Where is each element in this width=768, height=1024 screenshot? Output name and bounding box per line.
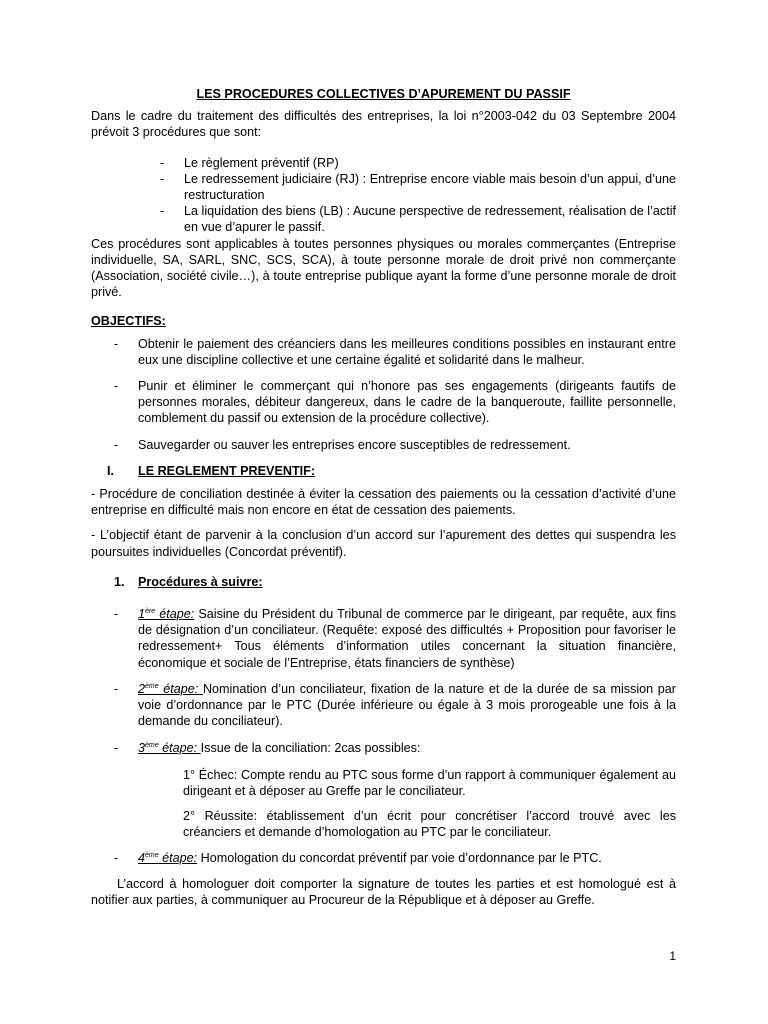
- dash-bullet: -: [114, 740, 119, 755]
- case-paragraph: 2° Réussite: établissement d’un écrit pour concrétiser l’accord trouvé avec les créanciers et demande d’homologation au PTC par le conciliateur.: [183, 809, 676, 840]
- section-heading: [91, 463, 676, 479]
- list-item: [91, 336, 676, 368]
- subsection-title: Procédures à suivre:: [138, 574, 263, 589]
- page-number: 1: [669, 949, 676, 963]
- applicability-paragraph: Ces procédures sont applicables à toutes personnes physiques ou morales commerçantes (Entreprise individuelle, SA, SARL, SNC, SCS, SCA), à toute personne morale de droit privé non commerçante (Association, société civile…), à toute entreprise publique ayant la forme d’une personne morale de droit privé.: [91, 236, 676, 300]
- list-item-text: Le redressement judiciaire (RJ) : Entreprise encore viable mais besoin d’un appui, d’une restructuration: [184, 171, 676, 203]
- list-item-text: Punir et éliminer le commerçant qui n’honore pas ses engagements (dirigeants fautifs de personnes morales, débiteur dangereux, dans le cadre de la banqueroute, faillite personnelle, comblement du passif ou extension de la procédure collective).: [138, 379, 676, 426]
- objectives-heading: OBJECTIFS:: [91, 314, 166, 329]
- list-item: [91, 378, 676, 427]
- step-item: [91, 681, 676, 730]
- steps-list: [91, 606, 676, 756]
- step-label: 4ème étape:: [138, 850, 198, 865]
- dash-bullet: -: [160, 155, 165, 170]
- step-label: 1ère étape:: [138, 607, 195, 622]
- list-item: [91, 437, 676, 453]
- list-item-text: La liquidation des biens (LB) : Aucune perspective de redressement, réalisation de l’actif en vue d’apurer le passif.: [184, 204, 676, 235]
- dash-bullet: -: [114, 850, 119, 865]
- step-item: [91, 850, 676, 866]
- dash-bullet: -: [160, 204, 165, 219]
- closing-paragraph: L’accord à homologuer doit comporter la signature de toutes les parties et est homologué est à notifier aux parties, à communiquer au Procureur de la République et à déposer au Greffe.: [91, 876, 676, 907]
- step-label: 2ème étape:: [138, 681, 203, 696]
- subsection-heading: [91, 574, 676, 590]
- steps-list: [91, 850, 676, 866]
- dash-bullet: -: [114, 607, 119, 622]
- step-text: Issue de la conciliation: 2cas possibles:: [200, 740, 421, 755]
- list-item: [91, 155, 676, 171]
- list-item-text: Obtenir le paiement des créanciers dans les meilleures conditions possibles en instaurant entre eux une discipline collective et une certaine égalité et solidarité dans le malheur.: [138, 336, 676, 367]
- step-label: 3ème étape:: [138, 740, 201, 755]
- list-item-text: Sauvegarder ou sauver les entreprises encore susceptibles de redressement.: [138, 437, 571, 452]
- step-item: [91, 740, 676, 756]
- step-text: Saisine du Président du Tribunal de commerce par le dirigeant, par requête, aux fins de désignation d’un conciliateur. (Requête: exposé des difficultés + Proposition pour favoriser le redressement+ Tous éléments d’information utiles concernant la situation financière, économique et sociale de l’Entreprise, états financiers de synthèse): [138, 607, 676, 670]
- list-item-text: Le règlement préventif (RP): [184, 155, 339, 170]
- document-title: LES PROCEDURES COLLECTIVES D’APUREMENT DU PASSIF: [196, 87, 571, 101]
- subsection-number: 1.: [114, 574, 125, 589]
- objectives-list: [91, 336, 676, 453]
- list-item: [91, 171, 676, 203]
- step-item: [91, 606, 676, 671]
- procedures-list: [91, 155, 676, 236]
- section-paragraph: - Procédure de conciliation destinée à éviter la cessation des paiements ou la cessation d’activité d’une entreprise en difficulté mais non encore en état de cessation des paiements.: [91, 487, 676, 518]
- dash-bullet: -: [160, 171, 165, 186]
- intro-paragraph: Dans le cadre du traitement des difficultés des entreprises, la loi n°2003-042 du 03 Septembre 2004 prévoit 3 procédures que sont:: [91, 109, 676, 140]
- list-item: [91, 203, 676, 235]
- step-text: Homologation du concordat préventif par voie d’ordonnance par le PTC.: [197, 850, 602, 865]
- dash-bullet: -: [114, 379, 119, 394]
- dash-bullet: -: [114, 336, 119, 351]
- dash-bullet: -: [114, 437, 119, 452]
- section-number: I.: [107, 463, 114, 478]
- section-paragraph: - L’objectif étant de parvenir à la conclusion d’un accord sur l’apurement des dettes qui suspendra les poursuites individuelles (Concordat préventif).: [91, 528, 676, 559]
- dash-bullet: -: [114, 681, 119, 696]
- section-title: LE REGLEMENT PREVENTIF:: [138, 463, 316, 478]
- step-text: Nomination d’un conciliateur, fixation de la nature et de la durée de sa mission par voie d’ordonnance par le PTC (Durée inférieure ou égale à 3 mois prorogeable une fois à la demande du conciliateur).: [138, 681, 676, 729]
- case-paragraph: 1° Échec: Compte rendu au PTC sous forme d’un rapport à communiquer également au dirigeant et à déposer au Greffe par le conciliateur.: [183, 767, 676, 798]
